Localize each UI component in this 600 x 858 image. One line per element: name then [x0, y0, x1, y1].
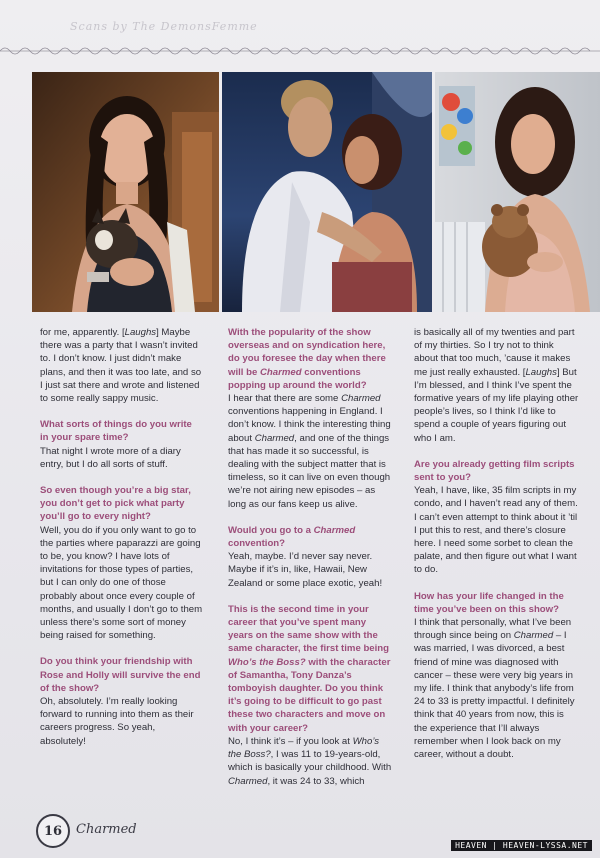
interview-question: Are you already getting film scripts sent to you?: [414, 458, 575, 484]
interview-question: Do you think your friendship with Rose and Holly will survive the end of the show?: [40, 656, 201, 694]
interview-answer: Well, you do if you only want to go to the parties where paparazzi are going to be, you know? I have lots of invitations for those types of parties, but I can only do one of those probably about once every couple of months, and usually I don’t go to them unless there’s some sort of money being raised for something.: [40, 524, 203, 642]
interview-answer: Oh, absolutely. I’m really looking forward to running into them as their careers progress. So yeah, absolutely!: [40, 696, 194, 747]
photo-woman-with-puppy: [32, 72, 219, 312]
interview-question: With the popularity of the show overseas and on syndication here, do you foresee the day when there will be Charmed conventions popping up around the world?: [228, 327, 386, 391]
interview-answer: I hear that there are some Charmed conventions happening in England. I don’t know. I think the interesting thing about Charmed, and one of the things that has made it so successful, is dealing with the subject matter that is timeless, so it can live on even though we’re not airing new episodes – as long as our fans keep us alive.: [228, 393, 391, 510]
page-footer: [36, 814, 596, 848]
decorative-rule: [0, 44, 600, 58]
page-number: 16: [36, 814, 70, 848]
magazine-brand-logo: Charmed: [76, 822, 137, 837]
article-column-1: [40, 326, 203, 761]
scan-credit: Scans by The DemonsFemme: [70, 20, 258, 33]
interview-question: Would you go to a Charmed convention?: [228, 524, 356, 550]
interview-answer: I think that personally, what I’ve been through since being on Charmed – I was married, I was divorced, a best friend of mine was diagnosed with cancer – these were very big years in my life. I think that anybody’s life from 24 to 33 is pretty impactful. I definitely think that 40 years from now, this is the experience that I’ll always remember when I look back on my career, without a doubt.: [414, 617, 575, 761]
article-column-3: [414, 326, 579, 774]
watermark: HEAVEN | HEAVEN-LYSSA.NET: [451, 840, 592, 851]
interview-question: How has your life changed in the time you’ve been on this show?: [414, 590, 564, 615]
interview-answer: No, I think it’s – if you look at Who’s the Boss?, I was 11 to 19-years-old, which is basically your childhood. With Charmed, it was 24 to 33, which: [228, 735, 392, 787]
interview-question: What sorts of things do you write in your spare time?: [40, 419, 192, 444]
photo-couple-embracing: [222, 72, 432, 312]
interview-question: This is the second time in your career that you’ve spent many years on the same show with the same character, the first time being Who’s the Boss? with the character of Samantha, Tony Danza’s tomboyish daughter. Do you think it’s going to be difficult to go past these two characters and move on with your career?: [228, 603, 391, 734]
interview-question: So even though you’re a big star, you don’t get to pick what party you’ll go to every night?: [40, 485, 191, 523]
photo-strip: [32, 72, 600, 312]
article-column-2: [228, 326, 393, 801]
interview-answer: That night I wrote more of a diary entry, but I do all sorts of stuff.: [40, 445, 181, 470]
interview-answer: is basically all of my twenties and part of my thirties. So I try not to think about that too much, ’cause it makes me just really exhausted. [Laughs] But I’m blessed, and I think I’ve spent the formative years of my life playing other people’s lives, so I think I’d like to spend a couple of years figuring out who I am.: [414, 327, 579, 444]
photo-woman-with-teddy-bear: [435, 72, 600, 312]
interview-answer: Yeah, I have, like, 35 film scripts in my condo, and I haven’t read any of them. I can’t even attempt to think about it ’til I put this to rest, and there’s closure here. I need some sorbet to clean the palate, and then figure out what I want to do.: [414, 485, 578, 576]
interview-answer: for me, apparently. [Laughs] Maybe there was a party that I wasn’t invited to. I don’t know. I just didn’t make plans, and then it was too late, and so I just sat there and wrote and listened to some really sappy music.: [40, 327, 202, 405]
interview-answer: Yeah, maybe. I’d never say never. Maybe if it’s in, like, Hawaii, New Zealand or some place exotic, yeah!: [228, 551, 383, 589]
